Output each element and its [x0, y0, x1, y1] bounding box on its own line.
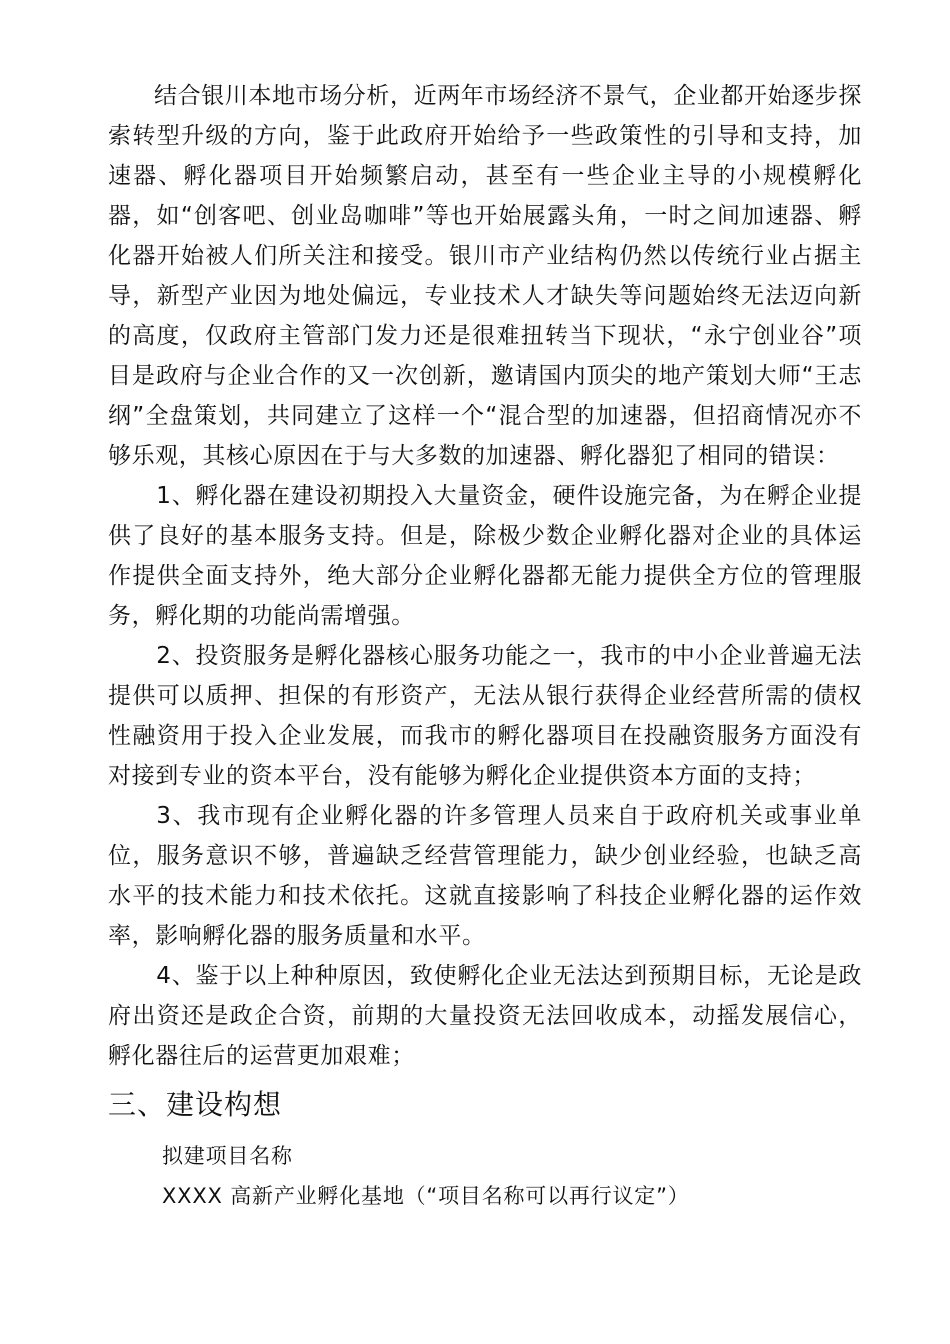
document-body	[108, 76, 862, 1216]
list-item-2: 2、投资服务是孵化器核心服务功能之一，我市的中小企业普遍无法提供可以质押、担保的有形资产，无法从银行获得企业经营所需的债权性融资用于投入企业发展，而我市的孵化器项目在投融资服务方面没有对接到专业的资本平台，没有能够为孵化企业提供资本方面的支持；	[108, 643, 862, 789]
section-heading: 三、建设构想	[108, 1088, 283, 1121]
project-name-value: XXXX 高新产业孵化基地（“项目名称可以再行议定”）	[162, 1184, 690, 1208]
project-name-label: 拟建项目名称	[162, 1144, 293, 1168]
intro-paragraph: 结合银川本地市场分析，近两年市场经济不景气，企业都开始逐步探索转型升级的方向，鉴于此政府开始给予一些政策性的引导和支持，加速器、孵化器项目开始频繁启动，甚至有一些企业主导的小规模孵化器，如“创客吧、创业岛咖啡”等也开始展露头角，一时之间加速器、孵化器开始被人们所关注和接受。银川市产业结构仍然以传统行业占据主导，新型产业因为地处偏远，专业技术人才缺失等问题始终无法迈向新的高度，仅政府主管部门发力还是很难扭转当下现状，“永宁创业谷”项目是政府与企业合作的又一次创新，邀请国内顶尖的地产策划大师“王志纲”全盘策划，共同建立了这样一个“混合型的加速器，但招商情况亦不够乐观，其核心原因在于与大多数的加速器、孵化器犯了相同的错误：	[108, 83, 862, 469]
list-item-3: 3、我市现有企业孵化器的许多管理人员来自于政府机关或事业单位，服务意识不够，普遍缺乏经营管理能力，缺少创业经验，也缺乏高水平的技术能力和技术依托。这就直接影响了科技企业孵化器的运作效率，影响孵化器的服务质量和水平。	[108, 803, 862, 949]
list-item-1: 1、孵化器在建设初期投入大量资金，硬件设施完备，为在孵企业提供了良好的基本服务支持。但是，除极少数企业孵化器对企业的具体运作提供全面支持外，绝大部分企业孵化器都无能力提供全方位的管理服务，孵化期的功能尚需增强。	[108, 483, 862, 629]
list-item-4: 4、鉴于以上种种原因，致使孵化企业无法达到预期目标，无论是政府出资还是政企合资，前期的大量投资无法回收成本，动摇发展信心，孵化器往后的运营更加艰难；	[108, 963, 862, 1069]
